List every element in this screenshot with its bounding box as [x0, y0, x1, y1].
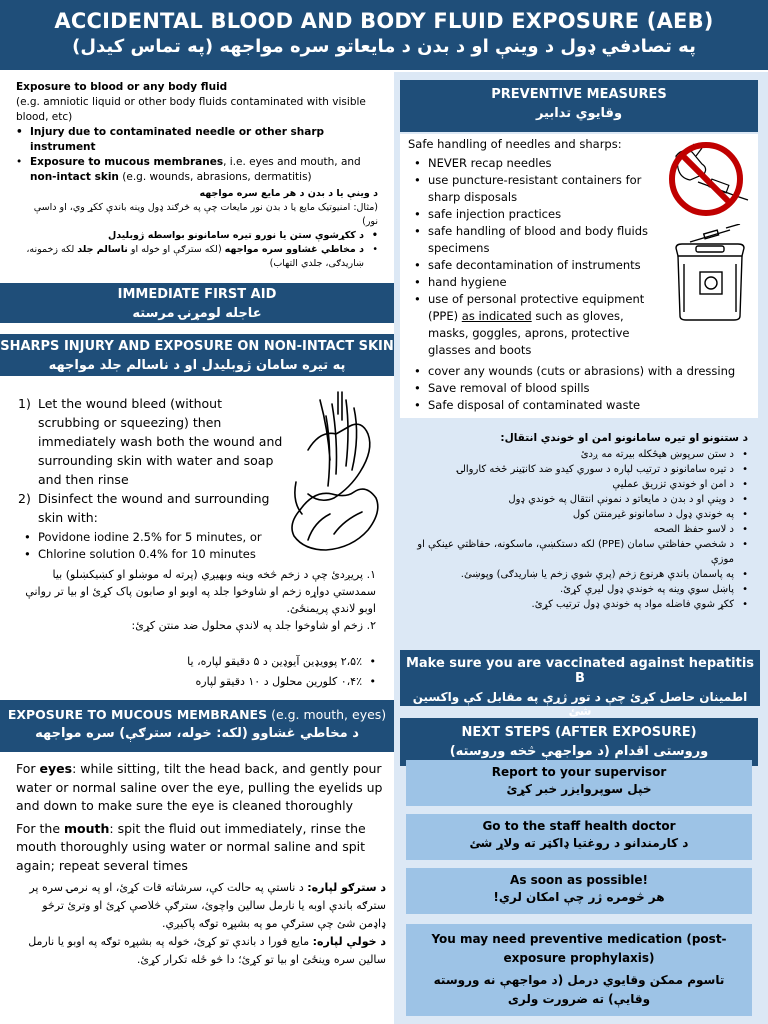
eyes-instruction: For eyes: while sitting, tilt the head back, and gently pour water or normal saline over the eye, pulling the eyelids up and down to make sure the eye is cleaned thoroughly	[16, 761, 383, 813]
next-step-text: As soon as possible!	[510, 873, 648, 887]
option-chlorine: • Chlorine solution 0.4% for 10 minutes	[24, 546, 286, 563]
mouth-instruction: For the mouth: spit the fluid out immediately, rinse the mouth thoroughly using water or normal saline and spit again; repeat several times	[16, 820, 366, 873]
option-povidone-pashto: • ۲،۵٪ پوویډین آیوډین د ۵ دقیقو لپاره، یا	[100, 652, 376, 672]
option-povidone: • Povidone iodine 2.5% for 5 minutes, or	[24, 529, 286, 546]
sharps-pashto	[16, 566, 376, 634]
preventive-title-pashto: وقایوي تدابیر	[535, 106, 623, 121]
preventive-title: PREVENTIVE MEASURES	[491, 87, 667, 102]
mucous-pashto	[16, 879, 386, 969]
preventive-item-pashto: • ککړ شوي فاضله مواد په خوندي ډول ترتیب کړئ.	[408, 597, 748, 612]
no-recap-needle-icon	[658, 138, 752, 220]
sharps-step-1: 1) Let the wound bleed (without scrubbing or squeezing) then immediately wash both the wound and surrounding skin with water and soap and then rinse	[18, 396, 283, 487]
preventive-item-pashto: • د ستن سرپوښ هیڅکله بیرته مه ږدئ	[408, 447, 748, 462]
preventive-heading-pashto: د ستنونو او تیره سامانونو امن او خوندي انتقال:	[500, 432, 748, 444]
exposure-item-mucous: • Exposure to mucous membranes, i.e. eyes and mouth, and non-intact skin (e.g. wounds, abrasions, dermatitis)	[16, 155, 378, 185]
preventive-item-ppe: • use of personal protective equipment (PPE) as indicated such as gloves, masks, goggles, aprons, protective glasses and boots	[408, 291, 654, 359]
preventive-list-extra	[408, 363, 748, 414]
page-title: ACCIDENTAL BLOOD AND BODY FLUID EXPOSURE (AEB)	[54, 9, 714, 33]
vaccination-text: Make sure you are vaccinated against hepatitis B	[405, 656, 755, 686]
exposure-definition	[16, 80, 378, 271]
exposure-desc: (e.g. amniotic liquid or other body fluids contaminated with visible blood, etc)	[16, 96, 366, 123]
sharps-container-icon	[670, 224, 750, 324]
first-aid-title-pashto: عاجله لومړنۍ مرسته	[132, 306, 262, 321]
preventive-item-pashto: • د شخصي حفاظتي سامان (PPE) لکه دستکښې، ماسکونه، حفاظتي عینکې او موزې	[408, 537, 748, 567]
preventive-item: • cover any wounds (cuts or abrasions) with a dressing	[408, 363, 748, 380]
exposure-item-mucous-pashto: • د مخاطي غشاوو سره مواجهه (لکه سترګې او خوله او ناسالم جلد لکه زخمونه، ښاریدګی، جلدي التهاب)	[16, 243, 378, 271]
next-step-text-pashto: هر څومره ژر چې امکان لري!	[493, 890, 665, 904]
handwash-icon	[280, 390, 390, 570]
preventive-item: • NEVER recap needles	[408, 155, 654, 172]
page-title-pashto: په تصادفي ډول د وینې او د بدن د مایعاتو سره مواجهه (په تماس کیدل)	[72, 36, 696, 57]
sharps-steps	[18, 394, 286, 563]
preventive-item: • safe handling of blood and body fluids specimens	[408, 223, 654, 257]
next-step-text: Report to your supervisor	[491, 765, 667, 779]
vaccination-banner	[400, 650, 760, 718]
preventive-item-pashto: • په خوندي ډول د سامانونو غیرمنتن کول	[408, 507, 748, 522]
preventive-pashto	[400, 426, 758, 644]
exposure-list	[16, 125, 378, 185]
mucous-title: EXPOSURE TO MUCOUS MEMBRANES (e.g. mouth, eyes)	[7, 707, 387, 722]
option-chlorine-pashto: • ۰،۴٪ کلورین محلول د ۱۰ دقیقو لپاره	[100, 672, 376, 692]
preventive-item: • safe decontamination of instruments	[408, 257, 654, 274]
next-steps-header	[400, 718, 758, 766]
exposure-title-pashto: د وینې یا د بدن د هر مایع سره مواجهه	[199, 188, 378, 199]
preventive-item-pashto: • د لاسو حفظ الصحه	[408, 522, 748, 537]
next-step-box	[406, 760, 752, 806]
next-step-text: You may need preventive medication (post-exposure prophylaxis)	[431, 932, 727, 965]
sharps-title-pashto: په تیره سامان ژوبلیدل او د ناسالم جلد مواجهه	[48, 358, 346, 373]
preventive-item: • Save removal of blood spills	[408, 380, 748, 397]
preventive-item-pashto: • د تیره سامانونو د ترتیب لپاره د سوري کیدو ضد کانټینر څخه کاروالۍ	[408, 462, 748, 477]
next-step-box	[406, 868, 752, 914]
preventive-item-pashto: • د امن او خوندي تزریق عملیې	[408, 477, 748, 492]
next-step-text-pashto: تاسوم ممکن وقایوي درمل (د مواجهې نه وروسته وقایې) ته ضرورت ولری	[433, 973, 725, 1006]
disinfectant-options-pashto	[100, 652, 376, 692]
next-step-text: Go to the staff health doctor	[482, 819, 676, 833]
disinfectant-options	[18, 529, 286, 563]
next-step-box	[406, 814, 752, 860]
preventive-header	[400, 80, 758, 132]
exposure-item-needle: • Injury due to contaminated needle or other sharp instrument	[16, 125, 378, 155]
first-aid-title: IMMEDIATE FIRST AID	[117, 287, 277, 302]
sharps-header	[0, 334, 394, 376]
first-aid-header	[0, 283, 394, 323]
preventive-item: • Safe disposal of contaminated waste	[408, 397, 748, 414]
sharps-step-1-pashto: ۱. پریږدئ چې د زخم څخه وینه وبهیږي (پرته له موښلو او کښیکښلو) بیا سمدستي دواړه زخم او شاوخوا جلد په اوبو او صابون پاک کړئ او بیا تر روانې اوبو لاندې پریمنځئ.	[25, 568, 376, 615]
exposure-title: Exposure to blood or any body fluid	[16, 81, 228, 93]
exposure-pashto	[16, 187, 378, 271]
next-steps-title: NEXT STEPS (AFTER EXPOSURE)	[461, 725, 697, 740]
preventive-item-pashto: • د وینې او د بدن د مایعاتو د نمونې انتقال په خوندي ډول	[408, 492, 748, 507]
mucous-header	[0, 700, 394, 752]
sharps-title: SHARPS INJURY AND EXPOSURE ON NON-INTACT SKIN	[0, 339, 394, 354]
mucous-title-pashto: د مخاطي غشاوو (لکه: خوله، سترګې) سره مواجهه	[35, 726, 359, 741]
exposure-list-pashto	[16, 229, 378, 271]
next-steps-title-pashto: وروستی اقدام (د مواجهې څخه وروسته)	[449, 744, 709, 759]
preventive-list	[408, 136, 654, 359]
mucous-instructions	[16, 760, 386, 969]
sharps-step-2-pashto: ۲. زخم او شاوخوا جلد په لاندې محلول ضد منتن کړئ:	[131, 619, 376, 632]
right-column	[394, 72, 768, 1024]
next-step-box	[406, 924, 752, 1016]
mouth-instruction-pashto: د خولې لپاره: مایع فورا د باندې تو کړئ، خوله په بشپړه توګه په اوبو یا نارمل سالین سره وینځئ او بیا تو کړئ؛ دا څو ځله تکرار کړئ.	[28, 935, 386, 966]
exposure-desc-pashto: (مثال: امنیوتیک مایع یا د بدن نور مایعات چې په څرګند ډول وینه باندې ککړ وي، او داسې نور)	[33, 202, 378, 227]
eyes-instruction-pashto: د سترګو لپاره: د ناستې په حالت کې، سرشاته قات کړئ، او په نرمۍ سره پر سترګه باندې اوبه یا نارمل سالین واچوئ، سترګې څلاصې کړئ او وترئ ترڅو ډاډمن شئ چې سترګې مو په بشپړه توګه پاکیږي.	[29, 881, 386, 930]
preventive-item: • use puncture-resistant containers for sharp disposals	[408, 172, 654, 206]
preventive-item-pashto: • پاښل سوي وینه په خوندي ډول لیرې کړئ.	[408, 582, 748, 597]
next-step-text-pashto: خپل سوپروایزر خبر کړئ	[506, 782, 652, 796]
left-column	[0, 72, 394, 1024]
preventive-panel	[400, 134, 758, 418]
next-step-text-pashto: د کارمندانو د روغتیا ډاکټر ته ولاړ شئ	[469, 836, 689, 850]
title-bar	[0, 0, 768, 70]
preventive-item: • hand hygiene	[408, 274, 654, 291]
preventive-item-pashto: • په پاسمان باندې هرنوع زخم (پرې شوي زخم یا ښاریدګی) وپوښئ.	[408, 567, 748, 582]
exposure-item-needle-pashto: • د ککړشوې ستن یا نورو تیره سامانونو بواسطه ژوبلیدل	[16, 229, 378, 243]
vaccination-text-pashto: اطمینان حاصل کړئ چې د تور ژړې په مقابل کې واکسین شئ	[412, 690, 748, 718]
sharps-step-2: 2) Disinfect the wound and surrounding skin with:	[18, 491, 270, 525]
preventive-lead: Safe handling of needles and sharps:	[408, 137, 622, 151]
preventive-item: • safe injection practices	[408, 206, 654, 223]
